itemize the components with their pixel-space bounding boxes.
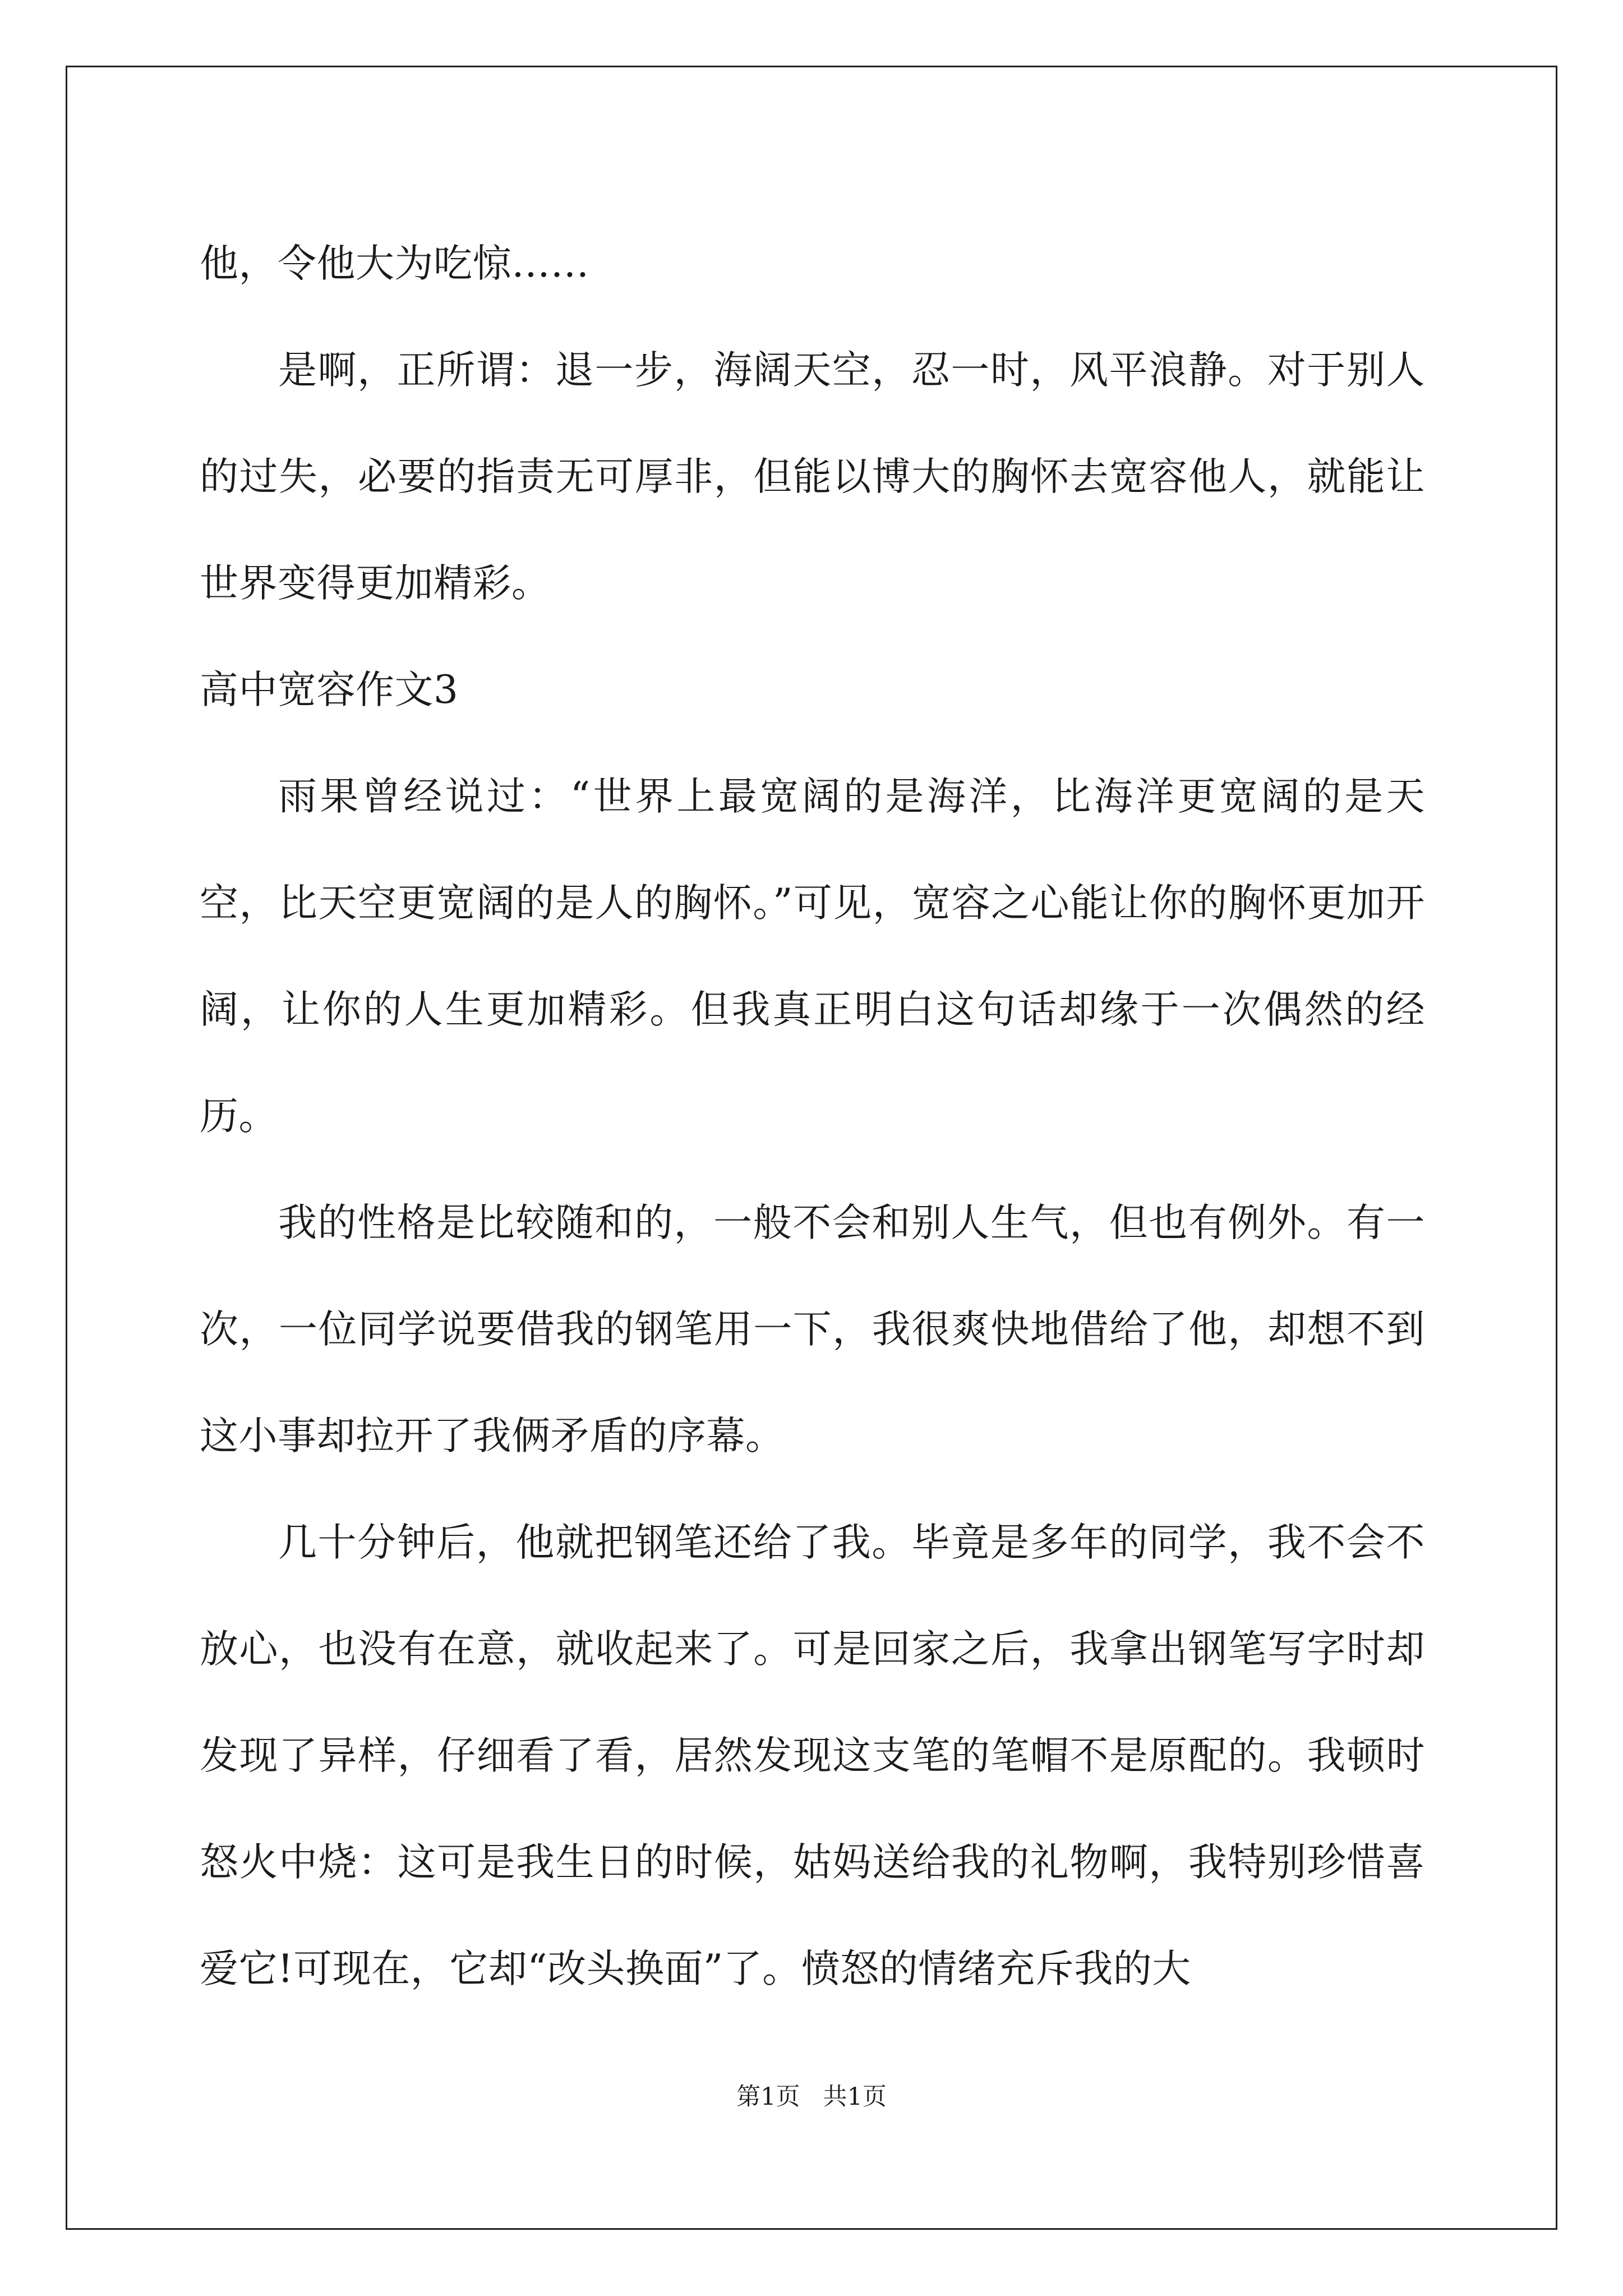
paragraph-continuation: 他，令他大为吃惊……	[200, 241, 589, 286]
paragraph: 雨果曾经说过：“世界上最宽阔的是海洋，比海洋更宽阔的是天空，比天空更宽阔的是人的胸怀。”可见，宽容之心能让你的胸怀更加开阔，让你的人生更加精彩。但我真正明白这句话却缘于一次偶然的经历。	[200, 774, 1425, 1139]
paragraph: 我的性格是比较随和的，一般不会和别人生气，但也有例外。有一次，一位同学说要借我的钢笔用一下，我很爽快地借给了他，却想不到这小事却拉开了我俩矛盾的序幕。	[200, 1200, 1425, 1458]
paragraph: 是啊，正所谓：退一步，海阔天空，忍一时，风平浪静。对于别人的过失，必要的指责无可厚非，但能以博大的胸怀去宽容他人，就能让世界变得更加精彩。	[200, 348, 1425, 606]
page-footer: 第1页 共1页	[736, 2083, 887, 2111]
section-heading: 高中宽容作文3	[200, 668, 459, 712]
paragraph: 几十分钟后，他就把钢笔还给了我。毕竟是多年的同学，我不会不放心，也没有在意，就收起来了。可是回家之后，我拿出钢笔写字时却发现了异样，仔细看了看，居然发现这支笔的笔帽不是原配的。我顿时怒火中烧：这可是我生日的时候，姑妈送给我的礼物啊，我特别珍惜喜爱它!可现在，它却“改头换面”了。愤怒的情绪充斥我的大	[200, 1520, 1425, 1991]
document-body	[200, 210, 1425, 2022]
